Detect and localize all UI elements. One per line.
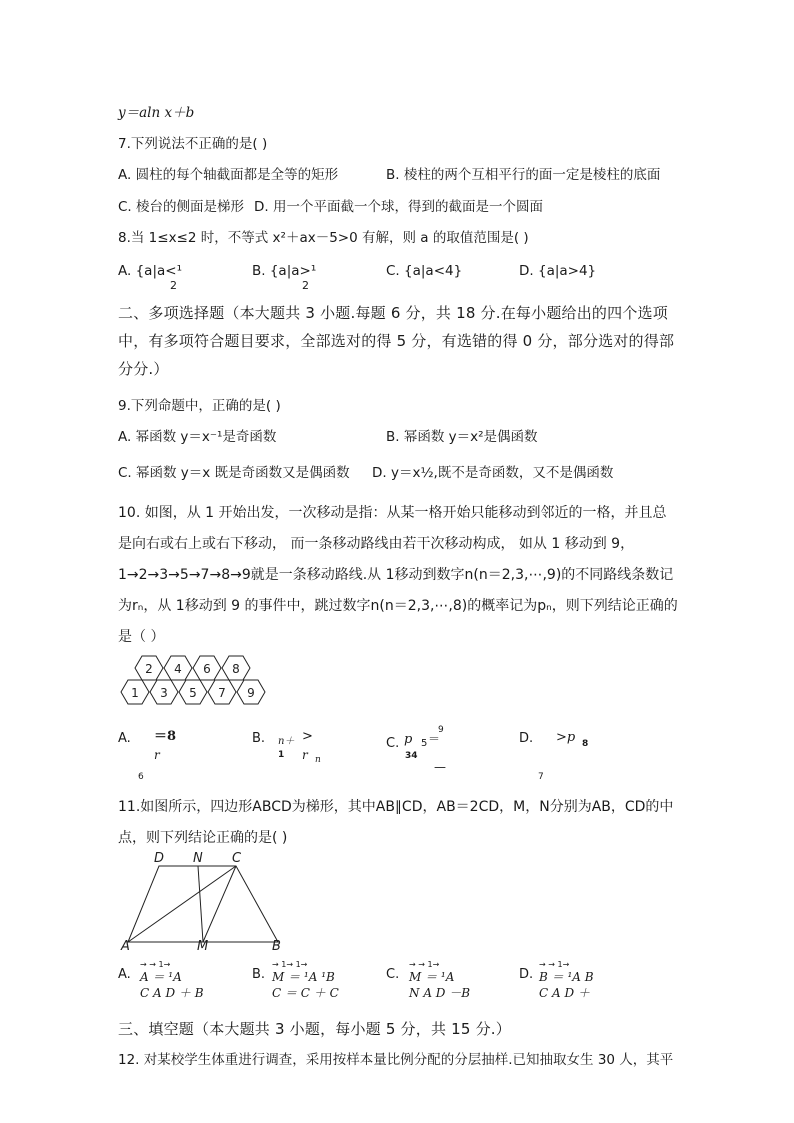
q10-option-d-label: D. xyxy=(519,731,534,746)
q10-stem: 10. 如图，从 1 开始出发，一次移动是指：从某一格开始只能移动到邻近的一格，并且总是向右或右上或右下移动， 而一条移动路线由若干次移动构成， 如从 1 移动到 9，1→2→3→5→7→8→9就是一条移动路线.从 1移动到数字n(n＝2,3,⋯,9)的不同路线条数记为rₙ，从 1移动到 9 的事件中，跳过数字n(n＝2,3,⋯,8)的概率记为pₙ，则下列结论正确的是（ ） xyxy=(118,505,678,645)
q9-option-d: D. y＝x½,既不是奇函数，又不是偶函数 xyxy=(372,465,614,481)
q7-option-d: D. 用一个平面截一个球，得到的截面是一个圆面 xyxy=(254,199,543,215)
q11-option-b-arrows: → 1→ 1→ xyxy=(272,960,308,969)
q11-option-a-label: A. xyxy=(118,967,131,982)
q10-option-b-gt: > xyxy=(302,729,313,744)
hex-label: 8 xyxy=(232,662,240,676)
point-d-label: D xyxy=(154,851,165,866)
q11-option-b-bot: C ＝ C ＋ C xyxy=(272,986,339,1000)
q9-option-c: C. 幂函数 y＝x 既是奇函数又是偶函数 xyxy=(118,465,350,481)
q8-option-d: D. {a|a>4} xyxy=(519,263,597,279)
q11-option-c-label: C. xyxy=(386,967,400,982)
q10-option-b-label: B. xyxy=(252,731,266,746)
q10-option-c-9: 9 xyxy=(438,725,444,735)
formula-line: y＝aln x＋b xyxy=(118,105,195,121)
q10-option-a-label: A. xyxy=(118,731,131,746)
q10-option-c-eq: ＝ xyxy=(428,732,441,746)
q8-option-b-sub: 2 xyxy=(302,279,309,292)
q10-option-a-eq: ＝8 xyxy=(154,729,177,744)
q10-option-c-5: 5 xyxy=(421,738,428,749)
hex-label: 5 xyxy=(189,686,197,700)
q11-option-b-label: B. xyxy=(252,967,266,982)
q10-option-c-p: p xyxy=(404,732,413,747)
q11-stem: 11.如图所示，四边形ABCD为梯形，其中AB∥CD，AB＝2CD，M，N分别为AB，CD的中点，则下列结论正确的是( ) xyxy=(118,799,674,846)
section-2-heading: 二、多项选择题（本大题共 3 小题.每题 6 分，共 18 分.在每小题给出的四个选项中，有多项符合题目要求，全部选对的得 5 分，有选错的得 0 分，部分选对的得部分分.） xyxy=(118,304,675,378)
q7-option-b: B. 棱柱的两个互相平行的面一定是棱柱的底面 xyxy=(386,167,661,183)
q8-option-b: B. {a|a>¹ xyxy=(252,263,317,279)
q8-option-c: C. {a|a<4} xyxy=(386,263,463,279)
q10-option-b-one: 1 xyxy=(278,750,285,760)
q10-option-b-n: n＋ xyxy=(278,736,295,747)
q10-option-d-sub: 7 xyxy=(538,772,544,782)
q10-option-b-r: r xyxy=(302,748,308,762)
q10-option-c-label: C. xyxy=(386,736,400,751)
q9-option-b: B. 幂函数 y＝x²是偶函数 xyxy=(386,429,538,445)
q10-option-c-34: 34 xyxy=(405,751,418,761)
hex-label: 7 xyxy=(218,686,226,700)
hex-label: 2 xyxy=(145,662,153,676)
q11-option-d-bot: C A D ＋ xyxy=(539,986,590,1000)
trapezoid-outline xyxy=(128,866,278,942)
hex-label: 9 xyxy=(247,686,255,700)
q8-stem: 8.当 1≤x≤2 时，不等式 x²＋ax－5>0 有解，则 a 的取值范围是( ) xyxy=(118,230,529,246)
q11-option-d-arrows: → → 1→ xyxy=(539,960,570,969)
q8-option-a: A. {a|a<¹ xyxy=(118,263,182,279)
point-c-label: C xyxy=(232,851,242,866)
q11-option-c-mid: M ＝ ¹A xyxy=(409,970,455,984)
q10-option-d-8: 8 xyxy=(582,739,589,749)
q11-option-d-label: D. xyxy=(519,967,534,982)
hex-label: 1 xyxy=(131,686,139,700)
segment-nm xyxy=(198,866,203,942)
section-3-heading: 三、填空题（本大题共 3 小题，每小题 5 分，共 15 分.） xyxy=(118,1020,511,1038)
trapezoid-figure xyxy=(118,848,298,952)
hexagon-figure xyxy=(118,652,278,710)
point-b-label: B xyxy=(272,939,281,952)
hex-label: 6 xyxy=(203,662,211,676)
hex-label: 4 xyxy=(174,662,182,676)
q11-option-c-arrows: → → 1→ xyxy=(409,960,440,969)
q12-stem: 12. 对某校学生体重进行调查，采用按样本量比例分配的分层抽样.已知抽取女生 30 人，其平 xyxy=(118,1052,674,1068)
point-a-label: A xyxy=(121,939,130,952)
q10-option-d-text: >p xyxy=(556,730,576,745)
q11-option-c-bot: N A D －B xyxy=(409,986,471,1000)
q11-option-d-mid: B ＝ ¹A B xyxy=(539,970,594,984)
q9-option-a: A. 幂函数 y＝x⁻¹是奇函数 xyxy=(118,429,277,445)
point-n-label: N xyxy=(193,851,203,866)
point-m-label: M xyxy=(197,939,209,952)
q9-stem: 9.下列命题中，正确的是( ) xyxy=(118,398,281,414)
q7-option-c: C. 棱台的侧面是梯形 xyxy=(118,199,245,215)
q11-option-b-mid: M ＝ ¹A ¹B xyxy=(272,970,335,984)
hex-label: 3 xyxy=(160,686,168,700)
q10-option-b-rn: n xyxy=(315,755,321,765)
q8-option-a-sub: 2 xyxy=(170,279,177,292)
q7-stem: 7.下列说法不正确的是( ) xyxy=(118,136,268,152)
q11-option-a-arrows: → → 1→ xyxy=(140,960,171,969)
q11-option-a-bot: C A D ＋ B xyxy=(140,986,204,1000)
q7-option-a: A. 圆柱的每个轴截面都是全等的矩形 xyxy=(118,167,339,183)
q10-option-a-r: r xyxy=(154,748,160,762)
q10-option-a-sub: 6 xyxy=(138,772,144,782)
q11-option-a-mid: A ＝ ¹A xyxy=(140,970,182,984)
q10-option-c-bar: — xyxy=(434,760,446,774)
